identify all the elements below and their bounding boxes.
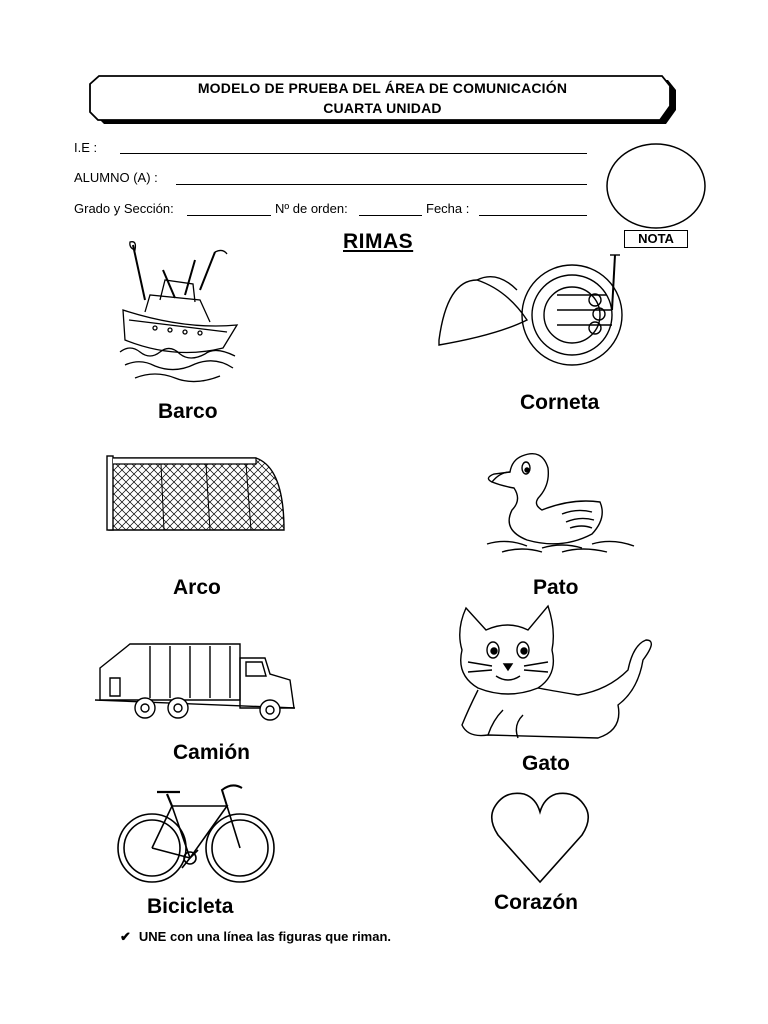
alumno-input-line[interactable]	[176, 184, 587, 185]
fecha-label: Fecha :	[426, 201, 470, 216]
section-title: RIMAS	[343, 230, 414, 253]
duck-icon	[482, 448, 642, 558]
word-pato: Pato	[533, 576, 579, 599]
word-camion: Camión	[173, 741, 251, 764]
orden-label: Nº de orden:	[275, 201, 348, 216]
bicycle-icon	[112, 776, 282, 891]
document-subtitle: CUARTA UNIDAD	[323, 100, 442, 116]
document-title: MODELO DE PRUEBA DEL ÁREA DE COMUNICACIÓN	[197, 80, 568, 96]
truck-icon	[90, 638, 300, 723]
word-arco: Arco	[173, 576, 221, 599]
nota-label: NOTA	[624, 230, 688, 248]
check-icon: ✔	[120, 929, 131, 944]
grado-input-line[interactable]	[187, 215, 271, 216]
ie-input-line[interactable]	[120, 153, 587, 154]
instruction-text: UNE con una línea las figuras que riman.	[138, 929, 392, 944]
word-corneta: Corneta	[520, 391, 600, 414]
alumno-label: ALUMNO (A) :	[74, 170, 158, 185]
heart-icon	[488, 790, 598, 890]
fecha-input-line[interactable]	[479, 215, 587, 216]
orden-input-line[interactable]	[359, 215, 422, 216]
word-barco: Barco	[158, 400, 218, 423]
grado-label: Grado y Sección:	[74, 201, 174, 216]
word-bicicleta: Bicicleta	[147, 895, 234, 918]
horn-icon	[437, 250, 627, 380]
header-banner-frame	[0, 0, 768, 140]
word-corazon: Corazón	[494, 891, 578, 914]
instruction	[120, 929, 391, 945]
grade-circle[interactable]	[602, 142, 712, 242]
goal-icon	[106, 454, 286, 534]
cat-icon	[448, 600, 663, 750]
word-gato: Gato	[522, 752, 570, 775]
boat-icon	[115, 240, 245, 390]
ie-label: I.E :	[74, 140, 98, 155]
